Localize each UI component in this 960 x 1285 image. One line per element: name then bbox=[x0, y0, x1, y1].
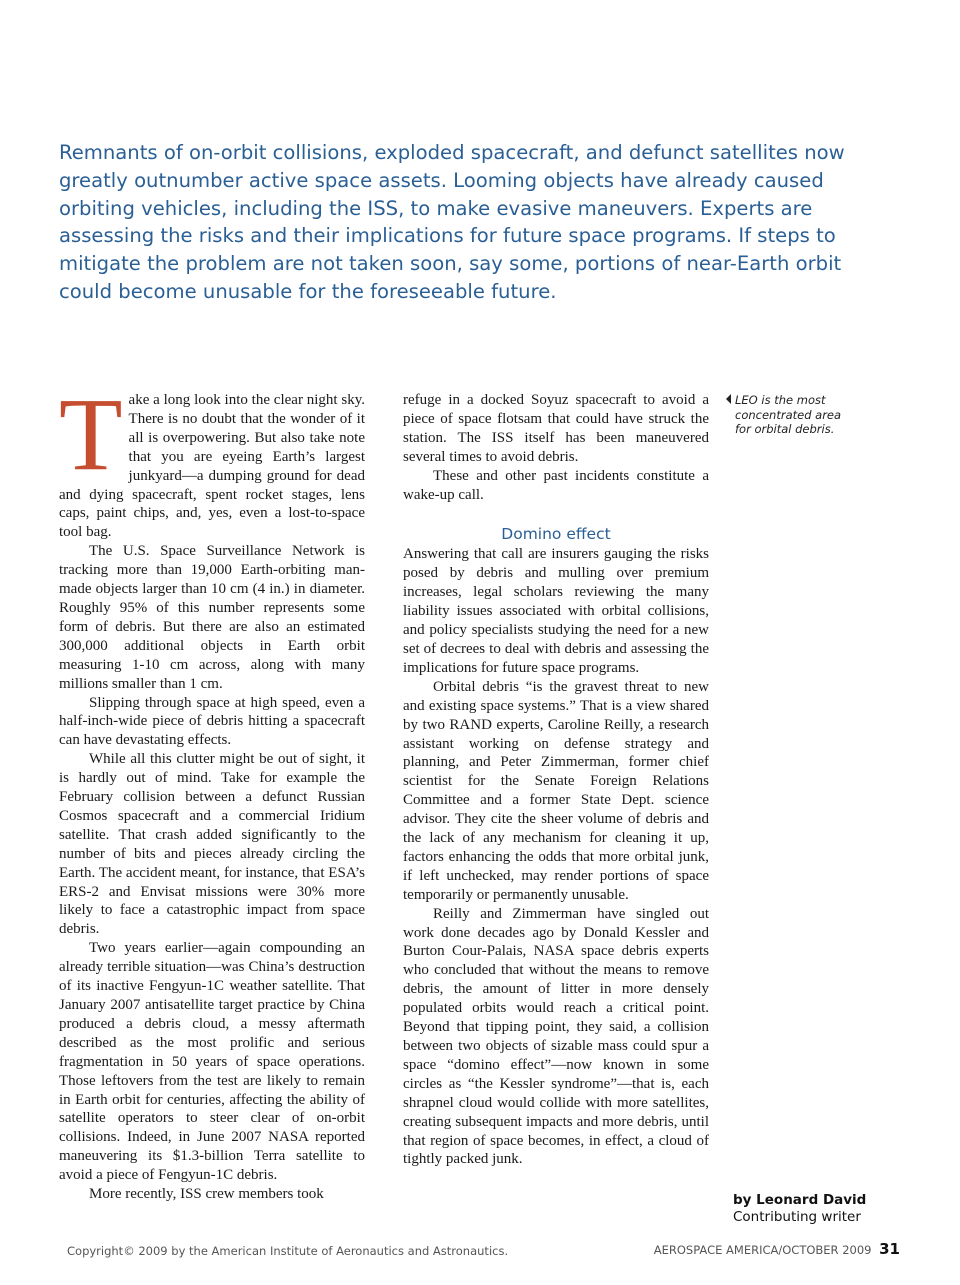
article-paragraph: Two years earlier—again compounding an already terrible situation—was China’s destruction of its inactive Fengyun-1C weather satellite. That January 2007 antisatellite target practice by China produced a debris cloud, a messy aftermath described as the most prolific and serious fragmentation in 50 years of space operations. Those leftovers from the test are likely to remain in Earth orbit for centuries, affecting the ability of satellite operators to steer clear of on-orbit collisions. Indeed, in June 2007 NASA reported maneuvering its $1.3-billion Terra satellite to avoid a piece of Fengyun-1C debris. bbox=[59, 940, 365, 1184]
article-paragraph: Reilly and Zimmerman have singled out work done decades ago by Donald Kessler and Burton Cour-Palais, NASA space debris experts who concluded that without the means to remove debris, the amount of litter in more densely populated orbits would reach a critical point. Beyond that tipping point, they said, a collision between two objects of sizable mass could spur a space “domino effect”—now known in some circles as “the Kessler syndrome”—that is, each shrapnel cloud would collide with more satellites, creating subsequent impacts and more debris, until that region of space becomes, in effect, a cloud of tightly packed junk. bbox=[403, 905, 709, 1168]
drop-cap: T bbox=[59, 377, 123, 492]
article-paragraph: These and other past incidents constitute a wake-up call. bbox=[403, 467, 709, 503]
section-subhead: Domino effect bbox=[501, 525, 611, 544]
caption-text: LEO is the most concentrated area for orbital debris. bbox=[735, 393, 842, 437]
byline bbox=[733, 1192, 866, 1226]
article-paragraph: Answering that call are insurers gauging the risks posed by debris and mulling over premium increases, legal scholars reviewing the many liability issues associated with orbital collisions, and policy specialists studying the need for a new set of decrees to deal with debris and assessing the implications for future space programs. bbox=[403, 546, 709, 676]
article-paragraph: While all this clutter might be out of sight, it is hardly out of mind. Take for example the February collision between a defunct Russian Cosmos spacecraft and a commercial Iridium satellite. That crash added significantly to the number of bits and pieces already circling the Earth. The accident meant, for instance, that ESA’s ERS-2 and Envisat missions were 30% more likely to face a catastrophic impact from space debris. bbox=[59, 751, 365, 938]
article-paragraph: refuge in a docked Soyuz spacecraft to avoid a piece of space flotsam that could have struck the station. The ISS itself has been maneuvered several times to avoid debris. bbox=[403, 392, 709, 465]
page-number: 31 bbox=[879, 1240, 900, 1258]
article-paragraph: Slipping through space at high speed, even a half-inch-wide piece of debris hitting a spacecraft can have devastating effects. bbox=[59, 694, 365, 749]
caret-left-icon bbox=[726, 394, 731, 404]
article-column-1 bbox=[59, 377, 365, 1204]
page-footer bbox=[654, 1240, 900, 1258]
article-paragraph: More recently, ISS crew members took bbox=[89, 1186, 324, 1203]
publication-name: AEROSPACE AMERICA/OCTOBER 2009 bbox=[653, 1243, 872, 1257]
author-name: by Leonard David bbox=[733, 1192, 867, 1208]
paragraph-text: ake a long look into the clear night sky. There is no doubt that the wonder of it all is overpowering. But also take note that you are eyeing Earth’s largest junkyard—a dumping ground for dead and dying spacecraft, spent rocket stages, lens caps, paint chips, and, yes, even a lost-to-space tool bag. bbox=[59, 392, 365, 541]
article-paragraph: The U.S. Space Surveillance Network is tracking more than 19,000 Earth-orbiting man-made objects larger than 10 cm (4 in.) in diameter. Roughly 95% of this number represents some form of debris. But there are also an estimated 300,000 additional objects in Earth orbit measuring 1-10 cm across, along with many millions smaller than 1 cm. bbox=[59, 543, 365, 692]
copyright-notice: Copyright© 2009 by the American Institute of Aeronautics and Astronautics. bbox=[67, 1244, 509, 1258]
article-paragraph bbox=[59, 377, 365, 542]
author-role: Contributing writer bbox=[733, 1209, 861, 1225]
intro-deck: Remnants of on-orbit collisions, exploded spacecraft, and defunct satellites now greatly outnumber active space assets. Looming objects have already caused orbiting vehicles, including the ISS, to make evasive maneuvers. Experts are assessing the risks and their implications for future space programs. If steps to mitigate the problem are not taken soon, say some, portions of near-Earth orbit could become unusable for the foreseeable future. bbox=[59, 141, 845, 303]
article-paragraph: Orbital debris “is the gravest threat to new and existing space systems.” That is a view shared by two RAND experts, Caroline Reilly, a research assistant working on defense strategy and planning, and Peter Zimmerman, former chief scientist for the Senate Foreign Relations Committee and a former State Dept. science advisor. They cite the sheer volume of debris and the lack of any mechanism for cleaning it up, factors enhancing the odds that more orbital junk, if left unchecked, may render portions of space temporarily or permanently unusable. bbox=[403, 678, 709, 903]
sidebar-caption bbox=[729, 393, 849, 437]
article-column-2 bbox=[403, 391, 709, 1169]
